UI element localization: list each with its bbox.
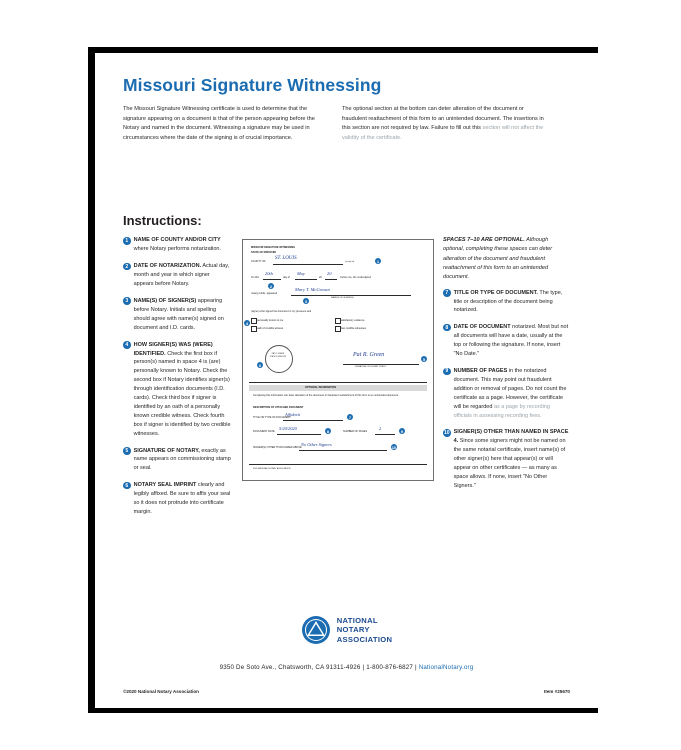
cert-county-value: ST. LOUIS (275, 255, 297, 261)
step-number-badge: 8 (443, 324, 451, 332)
instructions-heading: Instructions: (123, 213, 202, 229)
cert-ident-option-4: two credible witnesses (341, 326, 367, 330)
certificate-sample-column (242, 236, 432, 524)
instruction-title: SIGNATURE OF NOTARY, (133, 447, 200, 454)
cert-city-note: (or city of) (345, 261, 355, 264)
certificate-facsimile (242, 239, 434, 481)
step-number-badge: 2 (123, 263, 131, 271)
cert-other-signers-value: No Other Signers (301, 442, 332, 448)
page-title: Missouri Signature Witnessing (123, 75, 382, 95)
cert-callout-10: 10 (391, 444, 397, 450)
cert-ident-option-1: personally known to me (257, 318, 284, 322)
cert-signer-names-caption: NAME(S) OF SIGNER(S) (331, 297, 354, 300)
instruction-text: notarized. Most but not all documents will have a date, usually at the top or following the signature. If none, insert "No Date." (453, 324, 569, 358)
cert-callout-3: 3 (304, 298, 308, 304)
cert-year-value: 20 (327, 271, 332, 277)
cert-seal-text: PAT R. GREEN (271, 353, 285, 356)
cert-ident-option-3: oath of credible witness (257, 326, 284, 330)
optional-spaces-note (443, 236, 569, 281)
instruction-text: where Notary performs notarization. (133, 246, 222, 253)
instruction-title: DATE OF DOCUMENT (453, 324, 511, 331)
cert-optional-note: Completing this information can deter alteration of the document or fraudulent reattachment of this form to an unintended document. (253, 394, 399, 398)
cert-callout-8: 8 (326, 428, 330, 434)
cert-callout-5: 5 (422, 356, 426, 362)
instruction-title: DATE OF NOTARIZATION. (133, 263, 202, 270)
cert-pages-value: 2 (379, 426, 382, 432)
cert-doc-title-value: Affidavit (285, 412, 301, 418)
footer-copyright: ©2020 National Notary Association (123, 689, 199, 694)
cert-callout-9: 9 (400, 428, 404, 434)
cert-footer-note: 2020 NATIONAL NOTARY ASSOCIATION (253, 468, 291, 471)
step-number-badge: 9 (443, 368, 451, 376)
cert-doc-date-value: 5/20/2020 (279, 426, 297, 432)
instruction-item (123, 262, 231, 289)
intro-paragraph-left: The Missouri Signature Witnessing certificate is used to determine that the signature appearing on a document is that of the person appearing before the Notary and named in the document. Witnessing a signature may be used in circumstances where the date of the signing is of crucial importance. (123, 106, 315, 141)
cert-optional-heading: OPTIONAL INFORMATION (305, 386, 337, 390)
instruction-title: NUMBER OF PAGES (453, 368, 508, 375)
instruction-title: SIGNER(S) OTHER THAN NAMED IN SPACE 4. (453, 429, 569, 445)
instruction-title: NOTARY SEAL IMPRINT (133, 482, 197, 489)
cert-other-signers-label: SIGNER(S) OTHER THAN NAMED ABOVE (253, 446, 302, 450)
instruction-text: Actual day, month and year in which signer appears before Notary. (133, 263, 230, 288)
document-page (95, 53, 598, 708)
instruction-item (123, 236, 231, 254)
cert-line-tail: , before me, the undersigned (339, 276, 371, 280)
cert-doc-title-label: TITLE OR TYPE OF DOCUMENT (253, 416, 291, 420)
logo-line-2: NOTARY (336, 625, 370, 635)
instruction-title: HOW SIGNER(S) WAS (WERE) IDENTIFIED. (133, 341, 213, 357)
instructions-column-left (123, 236, 231, 524)
cert-signature-caption: SIGNATURE OF NOTARY PUBLIC (355, 366, 387, 369)
intro-right-faded: section will not affect the validity of the certificate. (342, 125, 544, 141)
cert-year-prefix: 20 (319, 276, 322, 280)
cert-county-label: COUNTY OF (251, 260, 266, 264)
footer-address-text: 9350 De Soto Ave., Chatsworth, CA 91311-4926 | 1-800-876-6827 | (219, 664, 419, 671)
instruction-title: NAME(S) OF SIGNER(S) (133, 297, 197, 304)
cert-attached-doc-label: DESCRIPTION OF ATTACHED DOCUMENT (253, 406, 304, 410)
cert-callout-6: 6 (258, 362, 262, 368)
cert-doc-date-label: DOCUMENT DATE (253, 430, 275, 434)
step-number-badge: 10 (443, 429, 450, 436)
instruction-item (123, 447, 231, 474)
cert-notary-appeared-label: notary public, appeared (251, 292, 278, 296)
cert-day-value: 20th (265, 271, 273, 277)
step-number-badge: 4 (123, 341, 131, 349)
instruction-text: The type, title or description of the document being notarized. (453, 289, 563, 314)
intro-section (123, 105, 570, 143)
step-number-badge: 5 (123, 447, 131, 455)
cert-callout-1: 1 (376, 258, 380, 264)
logo-line-3: ASSOCIATION (336, 634, 393, 644)
instruction-item (123, 297, 231, 333)
cert-header-title: MISSOURI SIGNATURE WITNESSING (251, 246, 296, 250)
cert-appeared-value: Mary T. McGowan (295, 287, 330, 293)
cert-seal-text-2: STATE OF MISSOURI (270, 357, 286, 359)
cert-header-subtitle: STATE OF MISSOURI (251, 251, 277, 255)
cert-day-of-label: day of (283, 276, 290, 280)
cert-callout-4: 4 (245, 320, 249, 326)
instruction-item (443, 428, 569, 490)
cert-notary-signature-value: Pat R. Green (353, 352, 385, 359)
cert-pages-label: NUMBER OF PAGES (343, 430, 368, 434)
optional-spaces-note-bold: SPACES 7–10 ARE OPTIONAL. (443, 237, 525, 244)
instruction-item (443, 289, 569, 316)
instruction-item (443, 367, 569, 420)
instruction-text: Since some signers might not be named on the same notarial certificate, insert name(s) of other signer(s) here that appear(s) or will appear on other certificates — as many as space allows. If none, insert "No Other Signers." (453, 438, 566, 489)
step-number-badge: 6 (123, 482, 131, 490)
instruction-title: NAME OF COUNTY AND/OR CITY (133, 237, 221, 244)
instruction-item (443, 323, 569, 359)
nna-logo (123, 615, 570, 645)
nna-logo-mark (301, 615, 331, 645)
footer-address (123, 664, 570, 671)
step-number-badge: 7 (443, 289, 451, 297)
cert-callout-2: 2 (269, 283, 273, 289)
step-number-badge: 3 (123, 297, 131, 305)
cert-callout-7: 7 (348, 414, 352, 420)
intro-paragraph-right (342, 105, 547, 143)
instruction-item (123, 341, 231, 439)
instruction-text: exactly as name appears on commissioning stamp or seal. (133, 447, 231, 472)
logo-line-1: NATIONAL (336, 615, 378, 625)
instruction-item (123, 481, 231, 517)
instruction-text: in the notarized document. This may point out fraudulent addition or removal of pages. Do not count the certificate as a page. However, the certificate will be regarded (453, 368, 567, 410)
instruction-text: Check the first box if person(s) named in space 4 is (are) personally known to Notary. Check the second box if Notary identifies signer(s) through identification documents (I.D. cards). Check third box if signer is identified by an oath of a personally known credible witness. Check fourth box if signer is identified by two credible witnesses. (133, 350, 231, 437)
footer-item-number: Item #25670 (543, 689, 570, 694)
cert-ident-option-2: satisfactory evidence (341, 318, 365, 322)
optional-spaces-note-text: Although optional, completing these spaces can deter alteration of the document and fraudulent reattachment of this form to an unintended document. (443, 237, 553, 280)
instruction-text: appearing before Notary. Initials and spelling should agree with name(s) signed on document and I.D. cards. (133, 297, 224, 331)
cert-month-value: May (297, 271, 305, 277)
intro-right-main: The optional section at the bottom can deter alteration of the document or fraudulent reattachment of this form to an unintended document. The insertions in this section are not required by law. Failure to fill out this (342, 106, 544, 132)
step-number-badge: 1 (123, 237, 131, 245)
cert-on-label: On this (251, 276, 259, 280)
nna-logo-text (337, 616, 392, 644)
instructions-column-right (443, 236, 569, 524)
cert-identification-heading: (signer) who signed the document in my presence and (251, 310, 312, 314)
instruction-text-faded: as a page by recording officials in assessing recording fees. (453, 403, 550, 419)
instruction-title: TITLE OR TYPE OF DOCUMENT. (453, 289, 538, 296)
footer-website-link[interactable]: NationalNotary.org (418, 664, 474, 671)
instruction-text: clearly and legibly affixed. Be sure to affix your seal so it does not protrude into certificate margin. (133, 482, 231, 515)
